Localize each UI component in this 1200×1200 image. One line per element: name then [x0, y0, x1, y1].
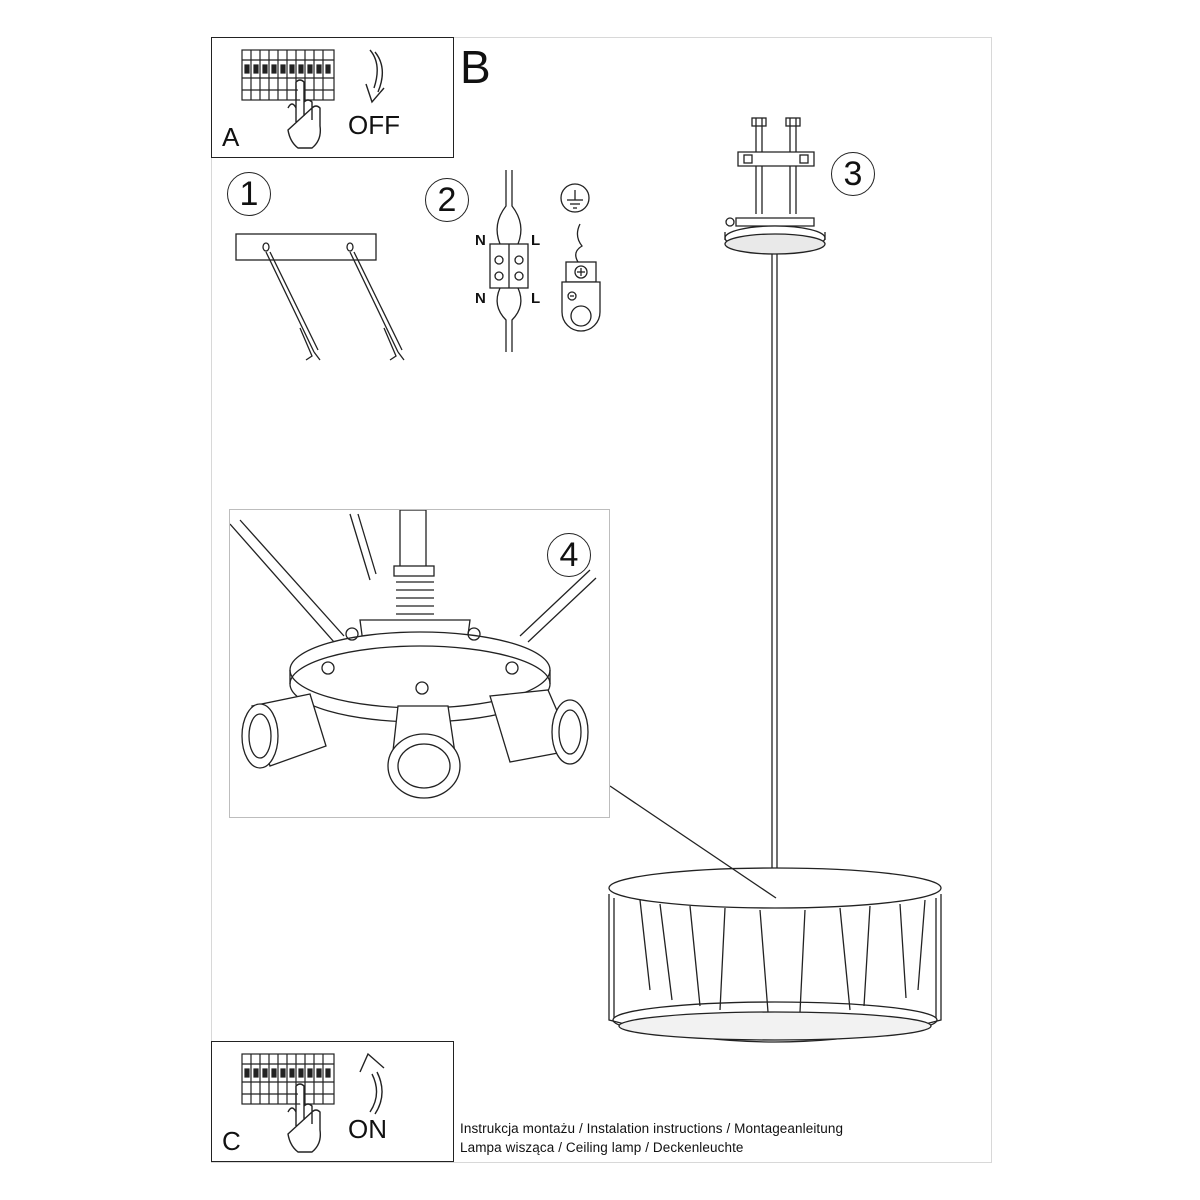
- step-2-number: 2: [425, 178, 469, 222]
- box-c-label: C: [222, 1126, 241, 1156]
- step-3-number: 3: [831, 152, 875, 196]
- step-1-number: 1: [227, 172, 271, 216]
- caption-product: Lampa wisząca / Ceiling lamp / Deckenleuchte: [460, 1140, 744, 1155]
- live-top-label: L: [531, 232, 541, 249]
- step-c-power-on-box: [211, 1041, 454, 1162]
- step-a-power-off-box: [211, 37, 454, 158]
- box-a-label: A: [222, 122, 240, 152]
- circuit-breaker-icon: [212, 1042, 455, 1163]
- circuit-breaker-icon: [212, 38, 455, 159]
- curved-arrow-up-icon: [360, 1054, 384, 1114]
- caption-instructions: Instrukcja montażu / Instalation instructions / Montageanleitung: [460, 1121, 844, 1136]
- neutral-bottom-label: N: [475, 290, 486, 307]
- neutral-top-label: N: [475, 232, 486, 249]
- off-label: OFF: [348, 110, 400, 140]
- curved-arrow-down-icon: [366, 50, 384, 102]
- on-label: ON: [348, 1114, 387, 1144]
- step-4-number: 4: [547, 533, 591, 577]
- section-b-label: B: [460, 41, 491, 93]
- live-bottom-label: L: [531, 290, 541, 307]
